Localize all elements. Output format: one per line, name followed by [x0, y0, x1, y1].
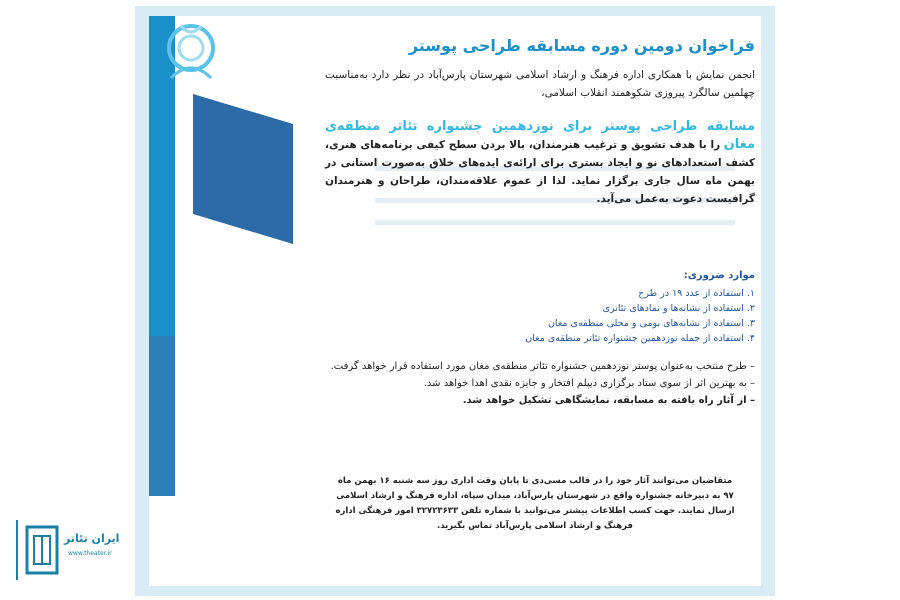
list-item: ۳. استفاده از نشانه‌های بومی و محلی منطقه‌ی مغان: [547, 318, 755, 329]
left-ribbon-lower: [149, 336, 175, 496]
note-item: – به بهترین اثر از سوی ستاد برگزاری دیپلم افتخار و جایزه نقدی اهدا خواهد شد.: [423, 378, 755, 389]
logo-name: ایران تئاتر: [64, 532, 120, 545]
requirements-list: [415, 286, 755, 346]
main-paragraph: [325, 118, 755, 208]
body-text: را با هدف تشویق و ترغیب هنرمندان، بالا بردن سطح کیفی برنامه‌های هنری، کشف استعدادهای نو و ایجاد بستری برای ارائه‌ی ایده‌های خلاق به‌صورت استانی در بهمن ماه سال جاری برگزار نماید. لذا از عموم علاقه‌مندان، طراحان و هنرمندان گرافیست دعوت به‌عمل می‌آید.: [325, 139, 755, 205]
floral-ornament-icon: [161, 18, 221, 88]
intro-text: انجمن نمایش با همکاری اداره فرهنگ و ارشاد اسلامی شهرستان پارس‌آباد در نظر دارد به‌مناسبت چهلمین سالگرد پیروزی شکوهمند انقلاب اسلامی،: [325, 69, 755, 99]
poster-title: فراخوان دومین دوره مسابقه طراحی پوستر: [408, 36, 755, 55]
site-logo: [16, 520, 132, 580]
highlight-text: مسابقه طراحی پوستر برای نوزدهمین جشنواره تئاتر منطقه‌ی مغان: [325, 119, 755, 152]
logo-url: www.theater.ir: [68, 550, 112, 557]
notes-section: [325, 358, 755, 409]
requirements-title: موارد ضروری:: [683, 270, 755, 281]
footer-text: متقاضیان می‌توانند آثار خود را در قالب مسی‌دی تا پایان وقت اداری روز سه شنبه ۱۶ بهمن ماه ۹۷ به دبیرخانه جشنواره واقع در شهرستان پارس‌آباد، میدان سپاه، اداره فرهنگ و ارشاد اسلامی ارسال نمایند. جهت کسب اطلاعات بیشتر می‌توانید با شماره تلفن ۳۲۷۲۳۶۳۳ امور فرهنگی اداره فرهنگ و ارشاد اسلامی پارس‌آباد تماس بگیرید.: [335, 476, 735, 531]
shadow-line: [375, 220, 735, 225]
poster-frame: [135, 6, 775, 596]
note-item: – طرح منتخب به‌عنوان پوستر نوزدهمین جشنواره تئاتر منطقه‌ی مغان مورد استفاده قرار خواهد گرفت.: [330, 361, 755, 372]
note-item: – از آثار راه یافته به مسابقه، نمایشگاهی تشکیل خواهد شد.: [462, 395, 755, 406]
list-item: ۴. استفاده از جمله نوزدهمین جشنواره تئاتر منطقه‌ی مغان: [525, 333, 755, 344]
list-item: ۲. استفاده از نشانه‌ها و نمادهای تئاتری: [602, 303, 755, 314]
intro-paragraph: [325, 66, 755, 102]
theater-logo-icon: [24, 524, 60, 576]
list-item: ۱. استفاده از عدد ۱۹ در طرح: [638, 288, 755, 299]
